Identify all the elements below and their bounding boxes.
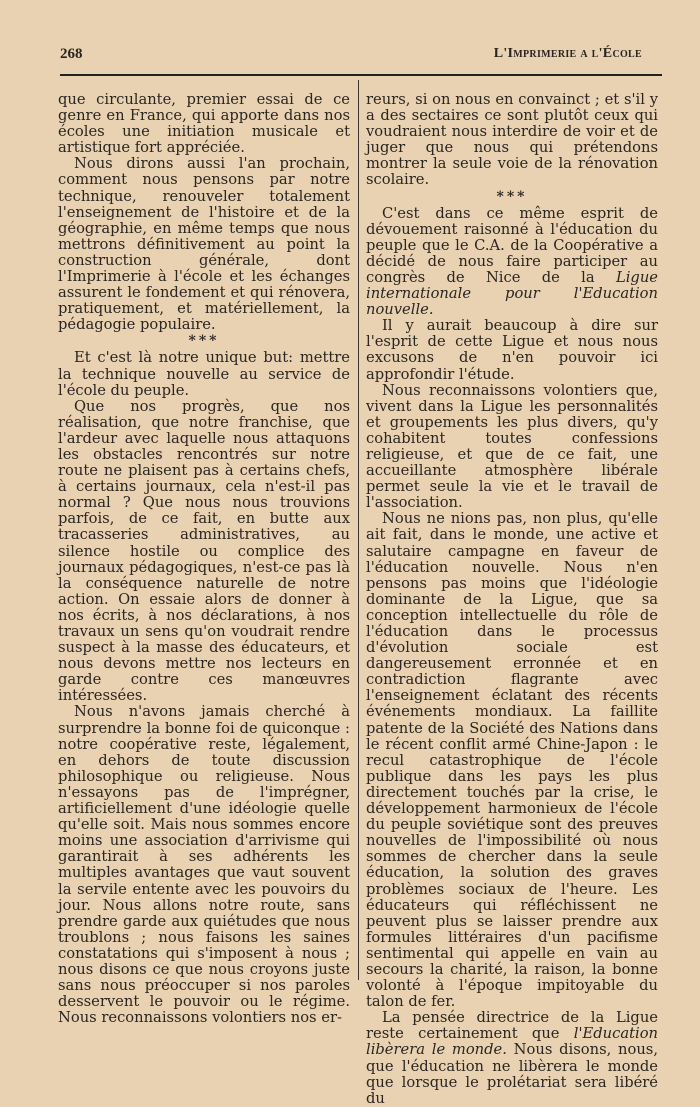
paragraph-text: C'est dans ce même esprit de dévouement raisonné à l'éducation du peuple que le C.A. de la Coopérative a décidé de nous faire participer au congrès de Nice de la	[366, 204, 658, 286]
paragraph: Nous reconnaissons volontiers que, vivent dans la Ligue les personnalités et groupements les plus divers, qu'y cohabitent toutes confessions religieuse, et que de ce fait, une accueillante atmosphère libérale permet seule la vie et le travail de l'association.	[366, 381, 658, 512]
paragraph: Il y aurait beaucoup à dire sur l'esprit de cette Ligue et nous nous excusons de n'en pouvoir ici approfondir l'étude.	[366, 317, 658, 383]
paragraph: Nous n'avons jamais cherché à surprendre la bonne foi de quiconque : notre coopérative reste, légalement, en dehors de toute discussion philosophique ou religieuse. Nous n'essayons pas de l'imprégner, artificiellement d'une idéologie quelle qu'elle soit. Mais nous sommes encore moins une association d'arrivisme qui garantirait à ses adhérents les multiples avantages que vaut souvent la servile entente avec les pouvoirs du jour. Nous allons notre route, sans prendre garde aux quiétudes que nous troublons ; nous faisons les saines constatations qui s'imposent à nous ; nous disons ce que nous croyons juste sans nous préoccuper si nos paroles desservent le pouvoir ou le régime. Nous reconnaissons volontiers nos er-	[58, 703, 350, 1027]
paragraph	[366, 206, 658, 319]
paragraph: reurs, si on nous en convainct ; et s'il y a des sectaires ce sont plutôt ceux qui voudraient nous interdire de voir et de juger que nous qui prétendons montrer la seule voie de la rénovation scolaire.	[366, 91, 658, 189]
paragraph: Nous dirons aussi l'an prochain, comment nous pensons par notre technique, renouveler totalement l'enseignement de l'histoire et de la géographie, en même temps que nous mettrons définitivement au point la construction générale, dont l'Imprimerie à l'école et les échanges assurent le fondement et qui rénovera, pratiquement, et matériellement, la pédagogie populaire.	[58, 155, 350, 334]
right-column	[366, 92, 658, 1107]
left-column	[58, 92, 350, 1026]
paragraph: que circulante, premier essai de ce genre en France, qui apporte dans nos écoles une initiation musicale et artistique fort appréciée.	[58, 91, 350, 157]
paragraph-text: Nous disons, nous, que l'éducation ne libèrera le monde que lorsque le prolétariat sera libéré du	[366, 1041, 659, 1107]
league-name: Ligue internationale pour l'Education nouvelle.	[366, 268, 658, 319]
page-number: 268	[60, 46, 83, 62]
section-separator: ***	[188, 333, 220, 350]
section-separator: ***	[496, 188, 528, 205]
header-rule	[60, 74, 662, 76]
paragraph: Et c'est là notre unique but: mettre la technique nouvelle au service de l'école du peuple.	[58, 349, 350, 399]
paragraph	[366, 1010, 658, 1107]
page-header	[60, 44, 660, 68]
quoted-motto: l'Education libèrera le monde.	[366, 1025, 658, 1059]
column-divider	[358, 80, 359, 980]
running-title: L'Imprimerie a l'École	[493, 46, 642, 61]
paragraph: Nous ne nions pas, non plus, qu'elle ait fait, dans le monde, une active et salutaire campagne en faveur de l'éducation nouvelle. Nous n'en pensons pas moins que l'idéologie dominante de la Ligue, que sa conception intellectuelle du rôle de l'éducation dans le processus d'évolution sociale est dangereusement erronnée et en contradiction flagrante avec l'enseignement éclatant des récents événements mondiaux. La faillite patente de la Société des Nations dans le récent conflit armé Chine-Japon : le recul catastrophique de l'école publique dans les pays les plus directement touchés par la crise, le développement harmonieux de l'école du peuple soviétique sont des preuves nouvelles de l'impossibilité où nous sommes de chercher dans la seule éducation, la solution des graves problèmes sociaux de l'heure. Les éducateurs qui réfléchissent ne peuvent plus se laisser prendre aux formules littéraires d'un pacifisme sentimental qui appelle en vain au secours la charité, la raison, la bonne volonté à l'époque impitoyable du talon de fer.	[366, 510, 658, 1011]
paragraph: Que nos progrès, que nos réalisation, que notre franchise, que l'ardeur avec laquelle nous attaquons les obstacles rencontrés sur notre route ne plaisent pas à certains chefs, à certains journaux, cela n'est-il pas normal ? Que nous nous trouvions parfois, de ce fait, en butte aux tracasseries administratives, au silence hostile ou complice des journaux pédagogiques, n'est-ce pas là la conséquence naturelle de notre action. On essaie alors de donner à nos écrits, à nos déclarations, à nos travaux un sens qu'on voudrait rendre suspect à la masse des éducateurs, et nous devons mettre nos lecteurs en garde contre ces manœuvres intéressées.	[58, 397, 350, 705]
paragraph-text: La pensée directrice de la Ligue reste certainement que	[366, 1009, 658, 1043]
